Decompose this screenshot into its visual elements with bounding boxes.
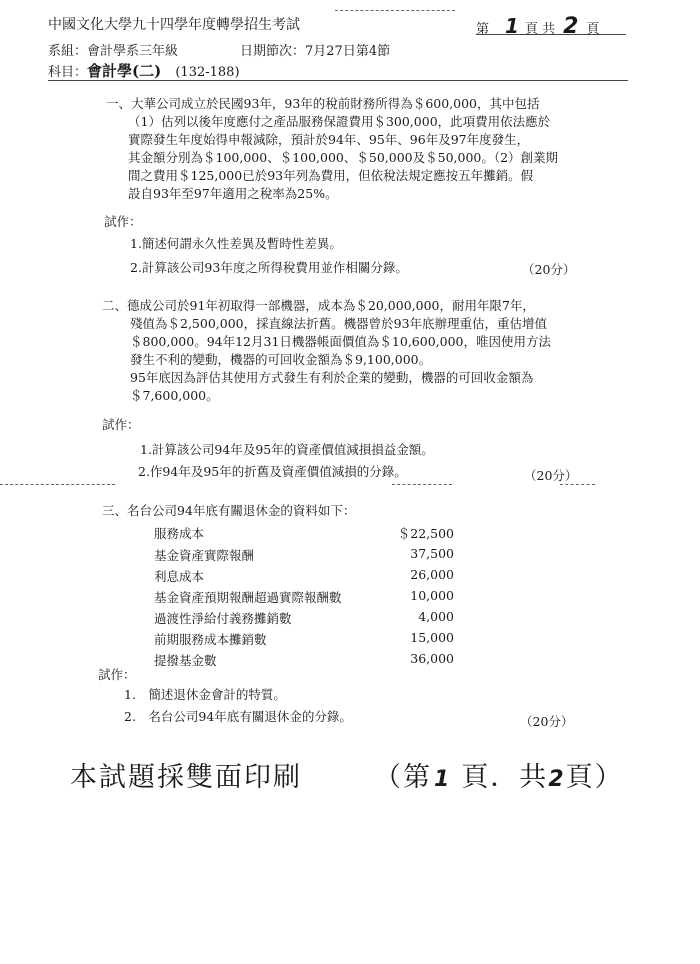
pension-item-amount: ＄22,500 <box>397 526 454 541</box>
pension-item-label: 基金資產實際報酬 <box>154 548 255 563</box>
pension-item-amount: 26,000 <box>410 567 454 582</box>
question-2 <box>102 297 551 405</box>
pension-item-row <box>154 609 454 627</box>
footer-mid: 頁．共 <box>461 762 549 793</box>
q1-task-2: 2.計算該公司93年度之所得稅費用並作相關分錄。 <box>130 260 408 275</box>
page-indicator <box>476 14 599 39</box>
fold-mark-right <box>560 484 595 485</box>
q2-line: ＄800,000。94年12月31日機器帳面價值為＄10,600,000，唯因使用方法 <box>130 334 551 349</box>
q3-task-2: 2. 名台公司94年底有關退休金的分錄。 <box>124 709 352 724</box>
subject-name: 會計學(二) <box>87 62 162 80</box>
q3-prompt: 試作： <box>98 667 136 682</box>
page-mid: 頁 共 <box>524 22 556 37</box>
pension-item-label: 提撥基金數 <box>154 653 217 668</box>
pension-item-label: 基金資產預期報酬超過實際報酬數 <box>154 590 342 605</box>
q1-score: （20分） <box>522 262 576 277</box>
q1-line: 一、大華公司成立於民國93年，93年的稅前財務所得為＄600,000，其中包括 <box>106 96 540 111</box>
q1-line: 間之費用＄125,000已於93年列為費用，但依稅法規定應按五年攤銷。假 <box>128 168 534 183</box>
header-divider <box>335 10 455 11</box>
q1-line: 設自93年至97年適用之稅率為25%。 <box>128 186 338 201</box>
q2-score: （20分） <box>524 468 578 483</box>
header-rule <box>48 80 628 81</box>
footer-paren-open: （第 <box>374 762 432 793</box>
pension-item-row <box>154 546 454 564</box>
pension-item-row <box>154 588 454 606</box>
pension-item-label: 前期服務成本攤銷數 <box>154 632 267 647</box>
q2-line: 發生不利的變動，機器的可回收金額為＄9,100,000。 <box>130 352 432 367</box>
q2-prompt: 試作： <box>102 417 140 432</box>
pension-item-label: 利息成本 <box>154 569 205 584</box>
question-1 <box>106 95 558 203</box>
q1-line: 其金額分別為＄100,000、＄100,000、＄50,000及＄50,000。（2）創業期 <box>128 150 559 165</box>
fold-mark-left <box>0 484 115 485</box>
subject-label: 科目： <box>48 65 88 80</box>
q2-line: 殘值為＄2,500,000，採直線法折舊。機器曾於93年底辦理重估，重估增值 <box>130 316 548 331</box>
q3-score: （20分） <box>520 714 574 729</box>
pension-item-label: 服務成本 <box>154 526 205 541</box>
q2-task-1: 1.計算該公司94年及95年的資產價值減損損益金額。 <box>140 442 434 457</box>
page-prefix: 第 <box>476 22 490 37</box>
q1-task-1: 1.簡述何謂永久性差異及暫時性差異。 <box>130 236 342 251</box>
pension-item-amount: 4,000 <box>418 609 454 624</box>
q1-prompt: 試作： <box>104 214 142 229</box>
print-notice: 本試題採雙面印刷 <box>70 762 302 793</box>
page-suffix: 頁 <box>586 22 600 37</box>
footer-page-indicator <box>374 755 624 794</box>
q2-line: ＄7,600,000。 <box>130 388 219 403</box>
pension-item-row <box>154 567 454 585</box>
pension-item-row <box>154 651 454 669</box>
q1-line: 實際發生年度始得申報減除，預計於94年、95年、96年及97年度發生， <box>128 132 530 147</box>
footer-page-current: 1 <box>434 767 452 792</box>
pension-item-amount: 10,000 <box>410 588 454 603</box>
exam-title: 中國文化大學九十四學年度轉學招生考試 <box>48 17 300 33</box>
pension-item-row <box>154 630 454 648</box>
q2-line: 95年底因為評估其使用方式發生有利於企業的變動，機器的可回收金額為 <box>130 370 534 385</box>
exam-date: 日期節次：7月27日第4節 <box>240 44 391 59</box>
page-current-number: 1 <box>505 14 519 38</box>
q2-line: 二、德成公司於91年初取得一部機器，成本為＄20,000,000，耐用年限7年， <box>102 298 535 313</box>
pension-item-row <box>154 524 454 542</box>
department: 系組：會計學系三年級 <box>48 44 179 59</box>
q1-line: （1）估列以後年度應付之產品服務保證費用＄300,000，此項費用依法應於 <box>128 114 551 129</box>
pension-item-label: 過渡性淨給付義務攤銷數 <box>154 611 292 626</box>
q3-task-1: 1. 簡述退休金會計的特質。 <box>124 687 286 702</box>
q3-intro: 三、名台公司94年底有關退休金的資料如下： <box>102 503 356 518</box>
pension-item-amount: 36,000 <box>410 651 454 666</box>
page-indicator-underline <box>476 34 626 35</box>
pension-item-amount: 15,000 <box>410 630 454 645</box>
footer-close: 頁） <box>565 762 624 793</box>
pension-item-amount: 37,500 <box>410 546 454 561</box>
page-total-number: 2 <box>563 14 579 39</box>
q2-task-2: 2.作94年及95年的折舊及資產價值減損的分錄。 <box>138 464 407 479</box>
fold-mark-mid <box>392 484 452 485</box>
footer-page-total: 2 <box>548 767 566 792</box>
subject-line <box>48 60 240 81</box>
subject-code: (132-188) <box>175 65 240 80</box>
